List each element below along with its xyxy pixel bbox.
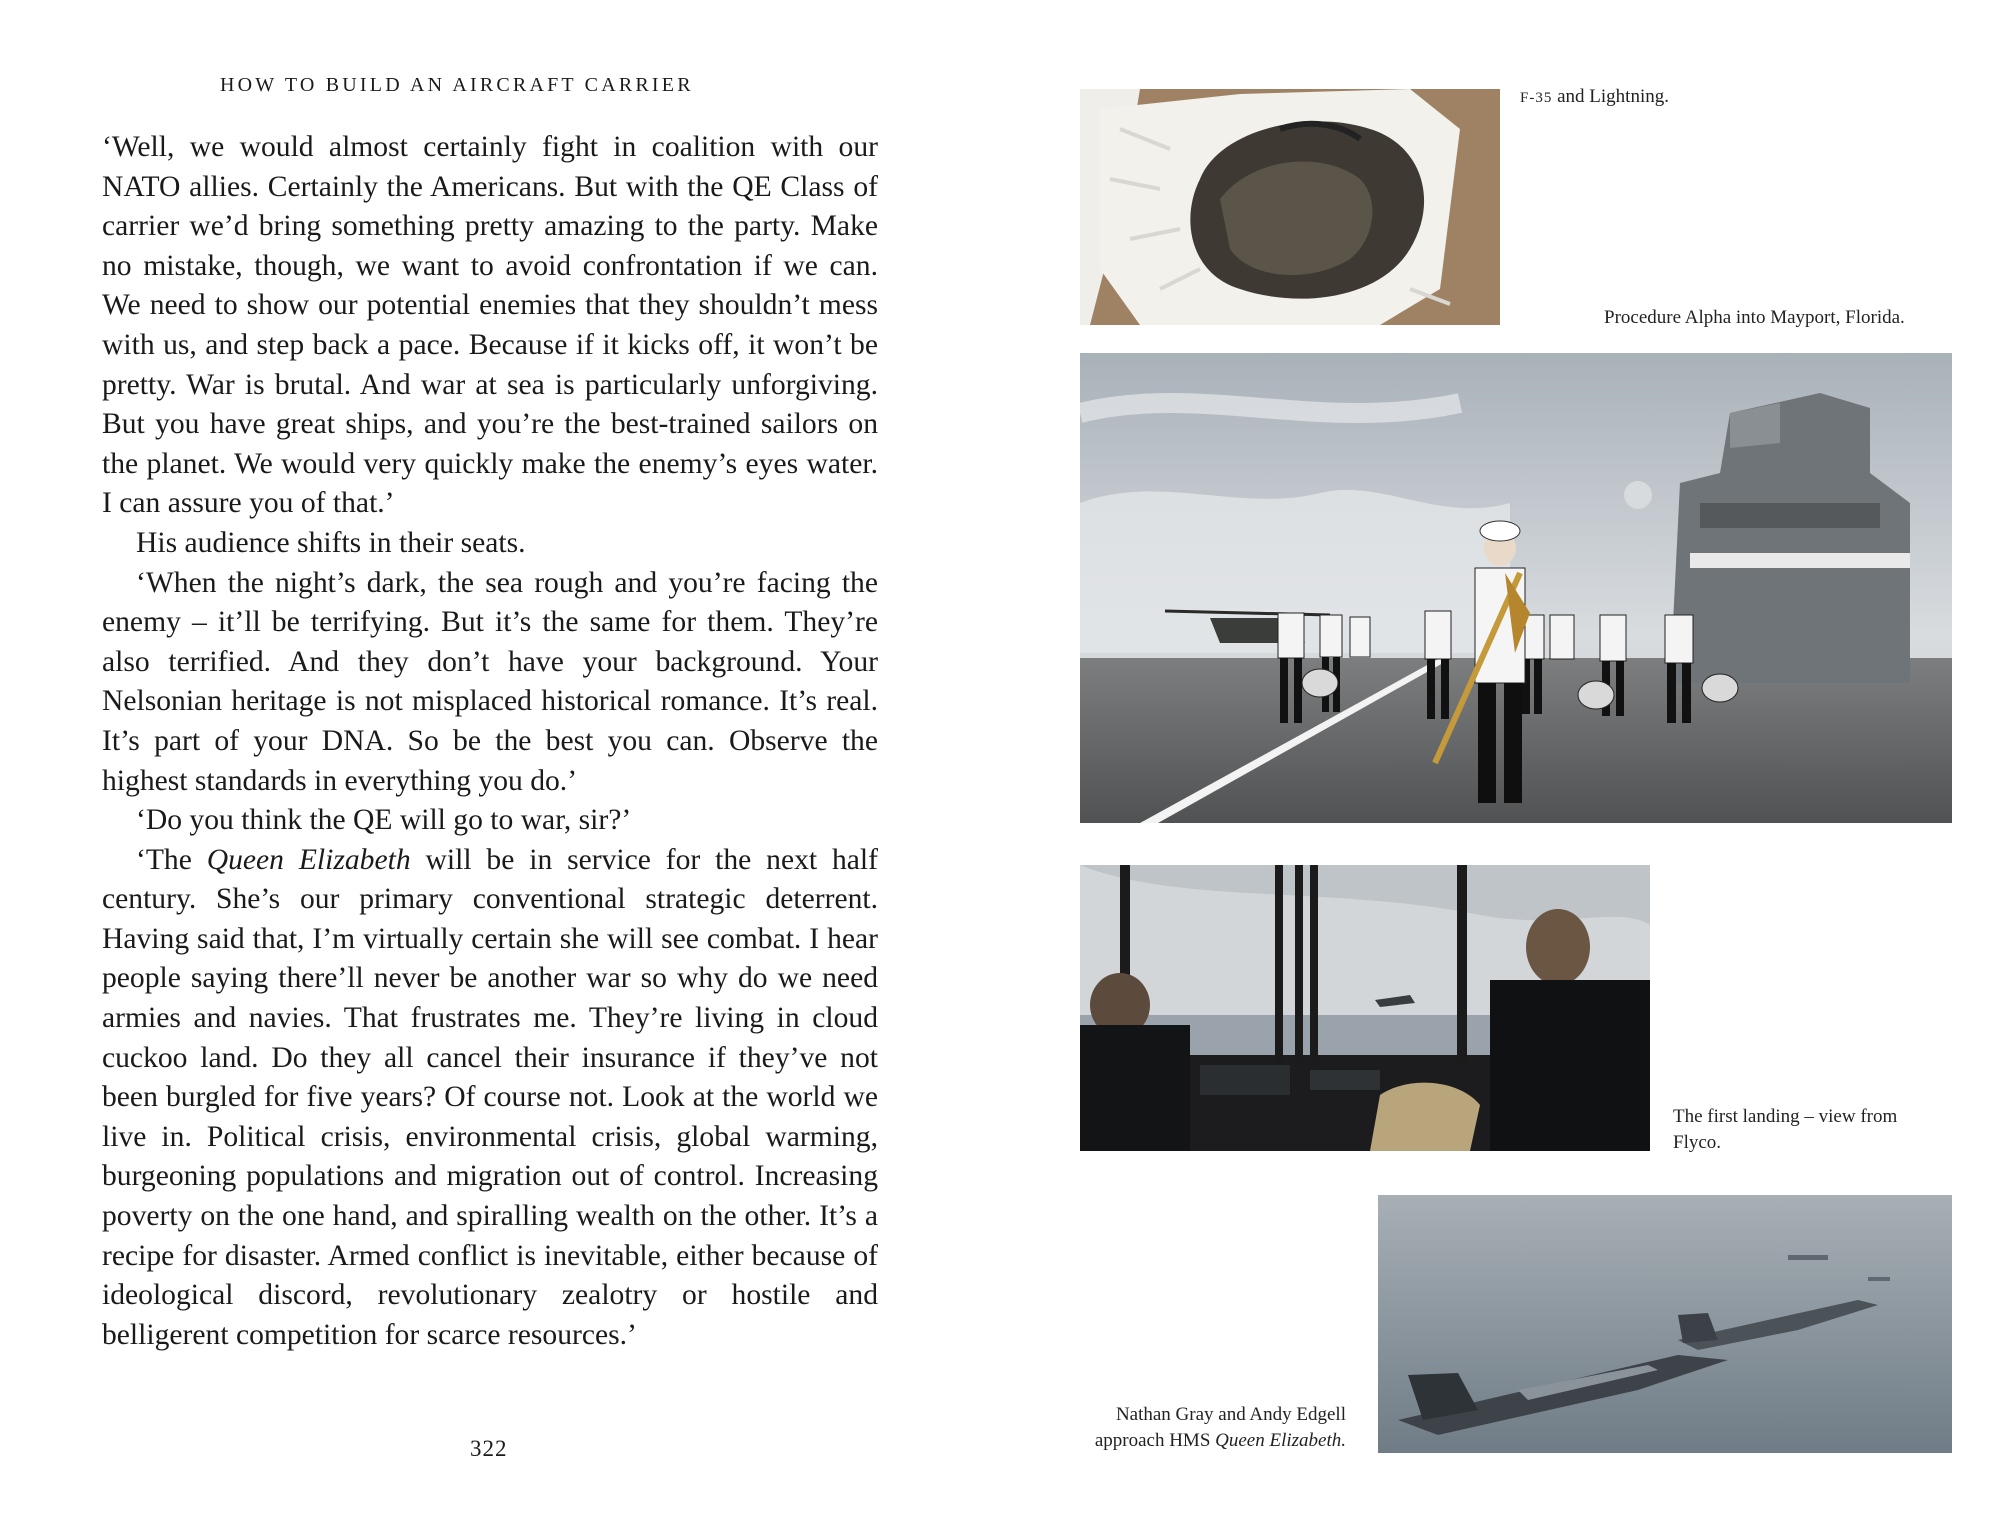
caption-approach — [1084, 1402, 1346, 1454]
paragraph-2: His audience shifts in their seats. — [136, 526, 526, 559]
paragraph-4: ‘Do you think the QE will go to war, sir?’ — [136, 804, 632, 837]
caption-approach-ship-italic: Queen Elizabeth. — [1215, 1430, 1346, 1451]
paragraph-1: ‘Well, we would almost certainly fight in coalition with our NATO allies. Certainly the Americans. But with the QE Class of carrier we’d bring something pretty amazing to the party. Make no mistake, though, we want to avoid confrontation if we can. We need to show our potential enemies that they shouldn’t mess with us, and step back a pace. Because if it kicks off, it won’t be pretty. War is brutal. And war at sea is particularly unforgiving. But you have great ships, and you’re the best-trained sailors on the planet. We would very quickly make the enemy’s eyes water. I can assure you of that.’ — [102, 131, 878, 520]
photo-f35s-over-sea — [1378, 1195, 1952, 1453]
caption-first-landing — [1673, 1104, 1897, 1156]
caption-procedure-alpha: Procedure Alpha into Mayport, Florida. — [1604, 307, 1905, 328]
page-number: 322 — [470, 1436, 508, 1461]
running-head: HOW TO BUILD AN AIRCRAFT CARRIER — [220, 74, 694, 96]
caption-first-landing-line-1: The first landing – view from — [1673, 1106, 1898, 1127]
paragraph-3: ‘When the night’s dark, the sea rough and you’re facing the enemy – it’ll be terrifying. But it’s the same for them. They’re also terrified. And they don’t have your background. Your Nelsonian heritage is not misplaced historical romance. It’s real. It’s part of your DNA. So be the best you can. Observe the highest standards in everything you do.’ — [102, 566, 878, 797]
caption-approach-line-2 — [1084, 1428, 1346, 1454]
paragraph-5-start: ‘The — [136, 843, 207, 876]
caption-first-landing-line-2: Flyco. — [1673, 1132, 1722, 1153]
caption-approach-line-1: Nathan Gray and Andy Edgell — [1115, 1404, 1346, 1425]
caption-f35-prefix: F-35 — [1520, 90, 1553, 106]
photo-flyco-view — [1080, 865, 1650, 1151]
ship-name-italic: Queen Elizabeth — [206, 843, 411, 876]
caption-f35-suffix: and Lightning. — [1552, 86, 1669, 107]
paragraph-5-rest: will be in service for the next half century. She’s our primary conventional strategic deterrent. Having said that, I’m virtually certain she will see combat. I hear people saying there’ll never be another war so why do we need armies and navies. That frustrates me. They’re living in cloud cuckoo land. Do they all cancel their insurance if they’ve not been burgled for five years? Of course not. Look at the world we live in. Political crisis, environmental crisis, global warming, burgeoning populations and migration out of control. Increasing poverty on the one hand, and spiralling wealth on the other. It’s a recipe for disaster. Armed conflict is inevitable, either because of ideological discord, revolutionary zealotry or hostile and belligerent competition for scarce resources.’ — [102, 843, 879, 1351]
caption-f35 — [1520, 84, 1669, 111]
body-text — [102, 128, 878, 1355]
paragraph-5 — [102, 841, 878, 1356]
caption-approach-prefix: approach HMS — [1094, 1430, 1216, 1451]
photo-band-on-flight-deck — [1080, 353, 1952, 823]
photo-bird-in-box — [1080, 89, 1500, 325]
